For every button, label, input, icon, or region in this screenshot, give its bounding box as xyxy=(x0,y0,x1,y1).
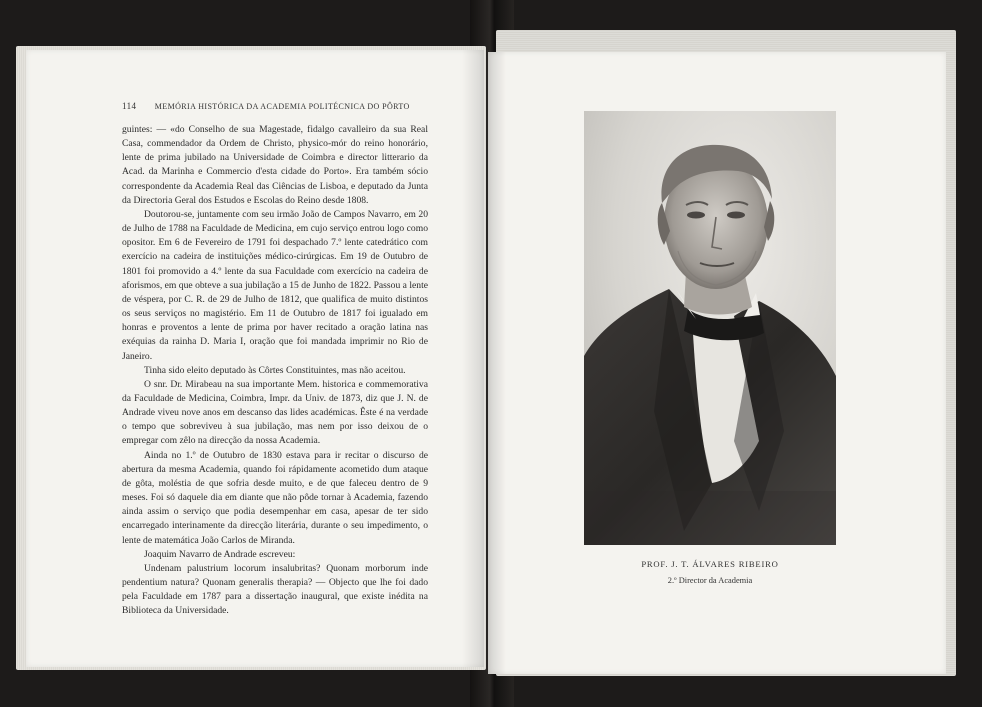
portrait-image xyxy=(584,111,836,545)
portrait-caption-role: 2.º Director da Academia xyxy=(667,576,753,585)
paragraph-2: Doutorou-se, juntamente com seu irmão João de Campos Navarro, em 20 de Julho de 1788 na Faculdade de Medicina, em cujo serviço entrou logo como opositor. Em 6 de Fevereiro de 1791 foi despachado 7.º lente catedrático com exercício na cadeira de instituições médico-cirúrgicas. Em 19 de Outubro de 1801 foi promovido a 4.º lente da sua Faculdade com exercício na cadeira de aforismos, em que obteve a sua jubilação a 15 de Junho de 1822. Passou a lente de véspera, por C. R. de 29 de Julho de 1812, que qualifica de muito distintos os seus serviços no magistério. Em 11 de Outubro de 1817 foi igualado em honras e proventos a lente de prima por haver recitado a oração latina nas exéquias da rainha D. Maria I, oração que foi mandada imprimir no Rio de Janeiro. xyxy=(122,208,428,362)
portrait-illustration xyxy=(584,111,836,545)
paragraph-6: Joaquim Navarro de Andrade escreveu: xyxy=(144,548,296,560)
paragraph-7: Undenam palustrium locorum insalubritas? Quonam morborum inde pendentium natura? Quonam generalis therapia? — Objecto que lhe foi dado pela Faculdade em 1787 para a dissertação inaugural, que existe inédita na Biblioteca da Universidade. xyxy=(122,562,428,617)
left-page xyxy=(26,50,484,667)
running-head-title: MEMÓRIA HISTÓRICA DA ACADEMIA POLITÉCNICA DO PÔRTO xyxy=(154,102,410,111)
paragraph-3: Tinha sido eleito deputado às Côrtes Constituintes, mas não aceitou. xyxy=(144,364,406,376)
right-page xyxy=(488,52,946,674)
paragraph-4: O snr. Dr. Mirabeau na sua importante Mem. historica e commemorativa da Faculdade de Medicina, Coimbra, Impr. da Univ. de 1873, diz que J. N. de Andrade viveu nove anos em descanso das lides académicas. Êste é na verdade o tempo que sobreviveu à sua jubilação, mas nem por isso deixou de o empregar com zêlo na direcção da nossa Academia. xyxy=(122,378,428,447)
running-head xyxy=(122,101,410,111)
body-text xyxy=(122,123,428,618)
paragraph-5: Ainda no 1.º de Outubro de 1830 estava para ir recitar o discurso de abertura da mesma Academia, quando foi rápidamente acometido dum ataque de gôta, moléstia de que sofria desde muito, e de que faleceu dentro de 9 meses. Foi só daquele dia em diante que não pôde tornar à Academia, fazendo ainda assim o serviço que podia desempenhar em casa, apesar de ter sido encarregado interinamente da direcção literária, durante o seu impedimento, o lente de matemática João Carlos de Miranda. xyxy=(122,449,428,546)
paragraph-1: guintes: — «do Conselho de sua Magestade, fidalgo cavalleiro da sua Real Casa, commendador da Ordem de Christo, physico-mór do reino honorário, lente de prima jubilado na Universidade de Coimbra e director litterario da Acad. da Marinha e Commercio d'esta cidade do Porto». Era também sócio correspondente da Academia Real das Ciências de Lisboa, e deputado da Junta da Directoria Geral dos Estudos e Escolas do Reino desde 1808. xyxy=(122,124,428,206)
portrait-caption-name: PROF. J. T. ÁLVARES RIBEIRO xyxy=(641,559,779,569)
page-number: 114 xyxy=(122,101,137,111)
